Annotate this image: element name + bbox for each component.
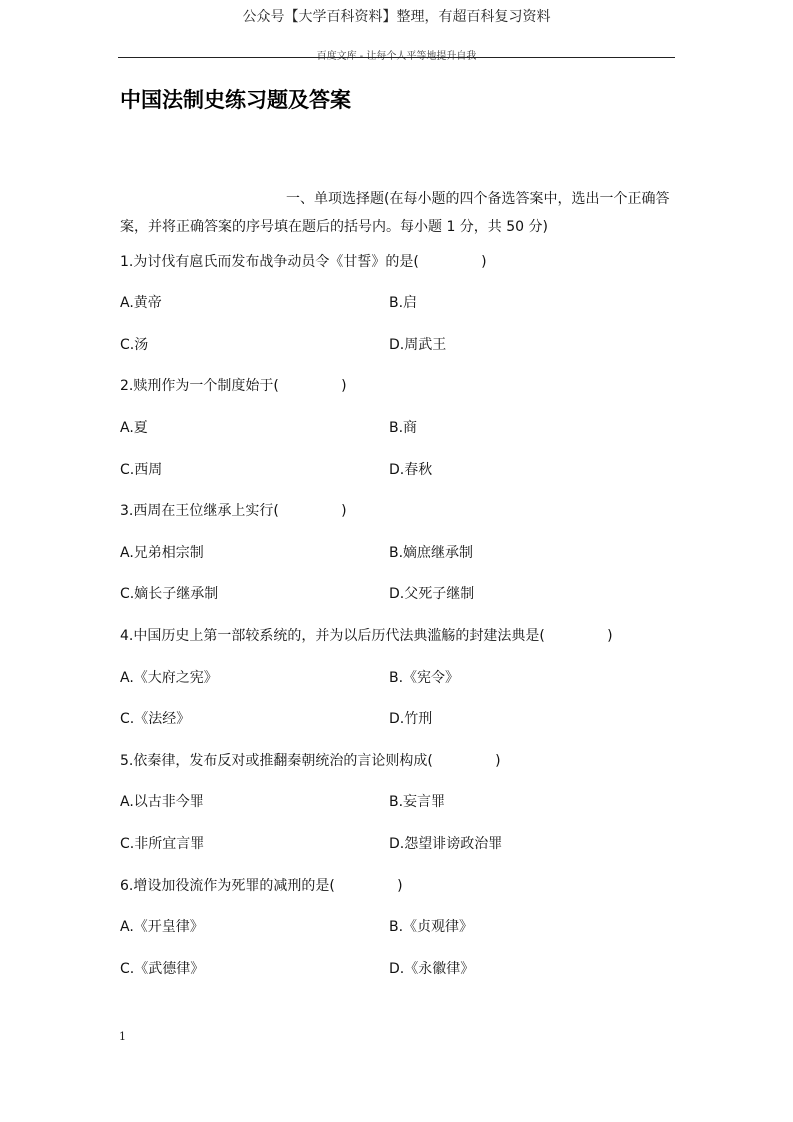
question-stem: 5.依秦律，发布反对或推翻秦朝统治的言论则构成( ): [120, 753, 501, 769]
option-a: A.黄帝: [120, 295, 162, 311]
option-b: B.《宪令》: [389, 670, 460, 686]
option-c: C.汤: [120, 337, 149, 353]
option-c: C.《武德律》: [120, 961, 205, 977]
option-d: D.周武王: [389, 337, 447, 353]
option-d: D.竹刑: [389, 711, 433, 727]
page-title: 中国法制史练习题及答案: [120, 88, 351, 112]
top-banner: 公众号【大学百科资料】整理，有超百科复习资料: [242, 9, 551, 25]
question-stem: 6.增设加役流作为死罪的减刑的是( ): [120, 878, 403, 894]
option-d: D.父死子继制: [389, 586, 475, 602]
option-a: A.夏: [120, 420, 148, 436]
header-divider: [118, 57, 675, 58]
option-d: D.春秋: [389, 462, 433, 478]
option-a: A.兄弟相宗制: [120, 545, 204, 561]
option-a: A.以古非今罪: [120, 794, 204, 810]
option-c: C.嫡长子继承制: [120, 586, 219, 602]
page-number: 1: [119, 1030, 126, 1043]
question-stem: 3.西周在王位继承上实行( ): [120, 503, 347, 519]
option-b: B.商: [389, 420, 418, 436]
option-a: A.《开皇律》: [120, 919, 204, 935]
option-b: B.《贞观律》: [389, 919, 474, 935]
option-c: C.西周: [120, 462, 163, 478]
option-b: B.嫡庶继承制: [389, 545, 474, 561]
option-c: C.非所宜言罪: [120, 836, 205, 852]
option-a: A.《大府之宪》: [120, 670, 218, 686]
question-stem: 1.为讨伐有扈氏而发布战争动员令《甘誓》的是( ): [120, 254, 487, 270]
question-stem: 2.赎刑作为一个制度始于( ): [120, 378, 347, 394]
option-d: D.怨望诽谤政治罪: [389, 836, 503, 852]
option-d: D.《永徽律》: [389, 961, 475, 977]
header-note: 百度文库 - 让每个人平等地提升自我: [316, 51, 477, 62]
question-stem: 4.中国历史上第一部较系统的，并为以后历代法典滥觞的封建法典是( ): [120, 628, 613, 644]
option-b: B.启: [389, 295, 418, 311]
option-c: C.《法经》: [120, 711, 191, 727]
section-intro: 一、单项选择题(在每小题的四个备选答案中，选出一个正确答案，并将正确答案的序号填在题后的括号内。每小题 1 分，共 50 分): [120, 191, 670, 235]
option-b: B.妄言罪: [389, 794, 446, 810]
